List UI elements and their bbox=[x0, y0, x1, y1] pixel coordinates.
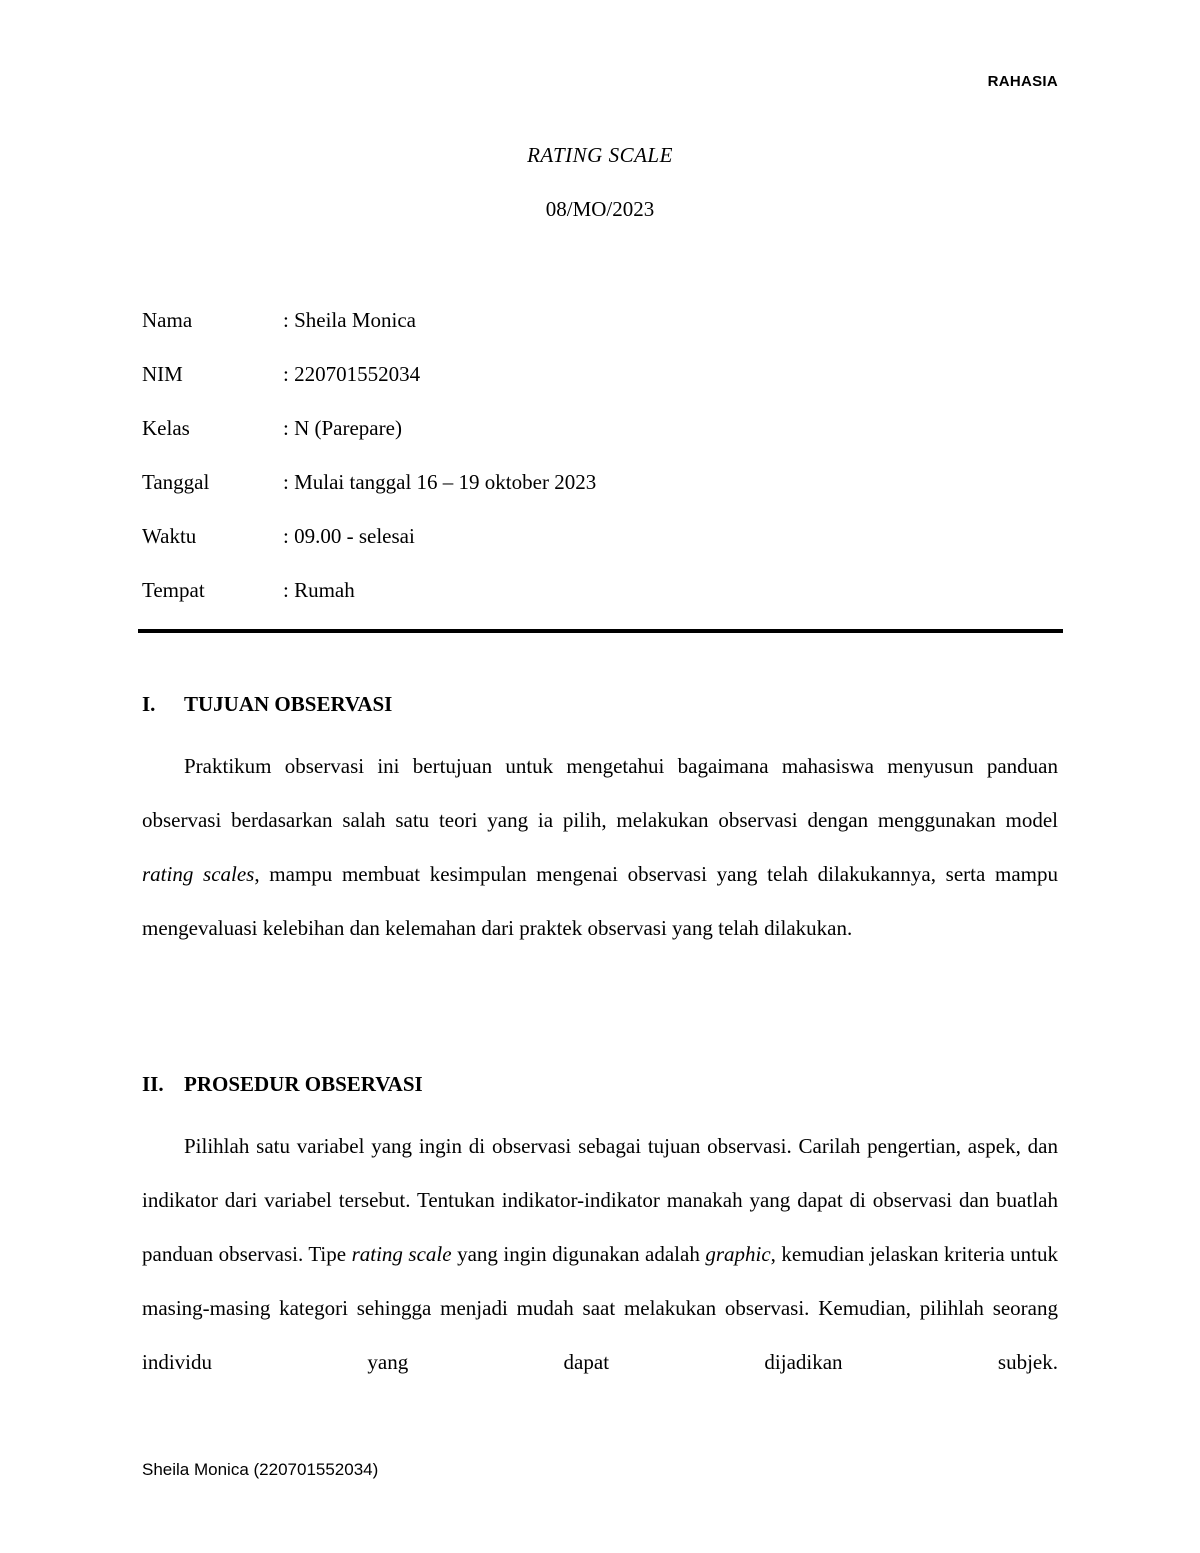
info-value: : Rumah bbox=[283, 578, 355, 602]
info-label: Nama bbox=[142, 308, 193, 332]
paragraph-text: , mampu membuat kesimpulan mengenai observasi yang telah dilakukannya, serta mampu mengevaluasi kelebihan dan kelemahan dari praktek observasi yang telah dilakukan. bbox=[142, 862, 1058, 940]
paragraph-text: yang ingin digunakan adalah bbox=[451, 1242, 706, 1266]
identity-info-table bbox=[142, 303, 1062, 627]
italic-term: rating scale bbox=[351, 1242, 452, 1266]
section-title: PROSEDUR OBSERVASI bbox=[184, 1072, 423, 1096]
page-footer: Sheila Monica (220701552034) bbox=[142, 1460, 379, 1479]
info-label: NIM bbox=[142, 362, 183, 386]
paragraph-text: Pilihlah satu variabel yang ingin di observasi sebagai tujuan observasi. Carilah pengertian, aspek, dan indikator dari variabel tersebut. Tentukan indikator-indikator manakah yang dapat di observasi dan buatlah panduan observasi. Tipe bbox=[142, 1134, 1058, 1266]
italic-term: graphic bbox=[705, 1242, 771, 1266]
info-label: Kelas bbox=[142, 416, 190, 440]
section-heading bbox=[142, 687, 1058, 721]
info-value: : Mulai tanggal 16 – 19 oktober 2023 bbox=[283, 470, 597, 494]
document-title: RATING SCALE bbox=[527, 143, 673, 167]
paragraph-text: , kemudian jelaskan kriteria untuk masing-masing kategori sehingga menjadi mudah saat melakukan observasi. Kemudian, pilihlah seorang individu yang dapat dijadikan subjek. bbox=[142, 1242, 1058, 1374]
info-row-place bbox=[142, 573, 1062, 627]
info-value: : 09.00 - selesai bbox=[283, 524, 415, 548]
section-number: II. bbox=[142, 1072, 164, 1096]
paragraph-text: Praktikum observasi ini bertujuan untuk mengetahui bagaimana mahasiswa menyusun panduan observasi berdasarkan salah satu teori yang ia pilih, melakukan observasi dengan menggunakan model bbox=[142, 754, 1058, 832]
info-value: : Sheila Monica bbox=[283, 308, 416, 332]
section-divider bbox=[138, 629, 1063, 633]
section-objective bbox=[142, 687, 1058, 955]
info-label: Tanggal bbox=[142, 470, 210, 494]
section-number: I. bbox=[142, 692, 156, 716]
info-row-time bbox=[142, 519, 1062, 573]
section-title: TUJUAN OBSERVASI bbox=[184, 692, 393, 716]
info-row-name bbox=[142, 303, 1062, 357]
info-row-date bbox=[142, 465, 1062, 519]
classification-label: RAHASIA bbox=[987, 73, 1058, 90]
section-procedure bbox=[142, 1067, 1058, 1389]
italic-term: rating scales bbox=[142, 862, 255, 886]
info-value: : 220701552034 bbox=[283, 362, 421, 386]
info-label: Tempat bbox=[142, 578, 205, 602]
section-paragraph bbox=[142, 739, 1058, 955]
info-label: Waktu bbox=[142, 524, 197, 548]
document-number: 08/MO/2023 bbox=[545, 197, 655, 221]
info-row-class bbox=[142, 411, 1062, 465]
section-heading bbox=[142, 1067, 1058, 1101]
section-paragraph bbox=[142, 1119, 1058, 1389]
info-value: : N (Parepare) bbox=[283, 416, 402, 440]
info-row-nim bbox=[142, 357, 1062, 411]
